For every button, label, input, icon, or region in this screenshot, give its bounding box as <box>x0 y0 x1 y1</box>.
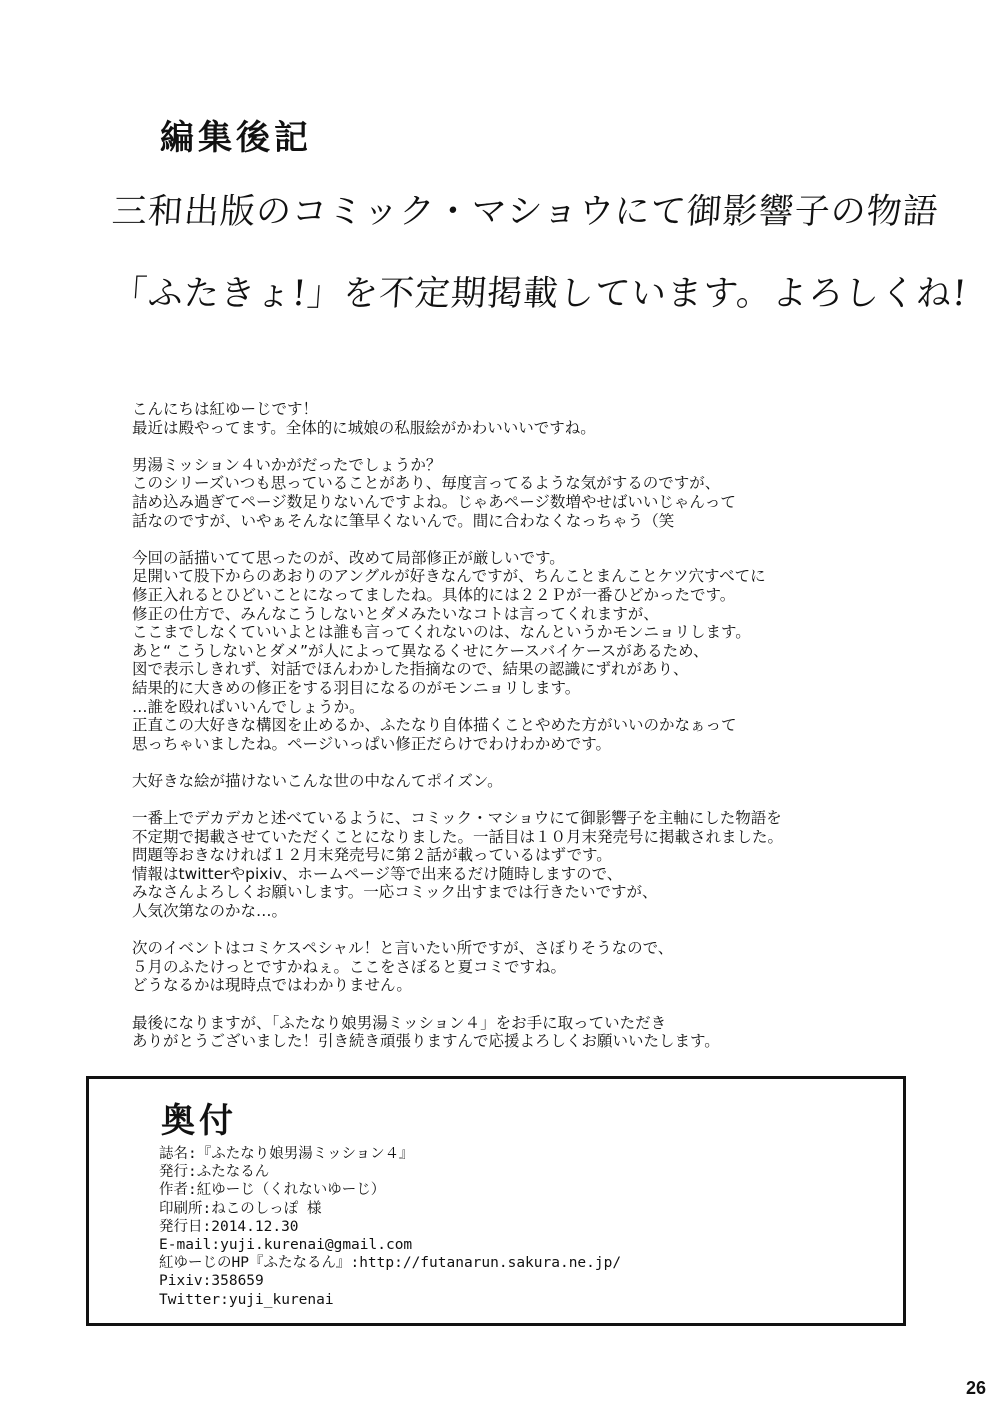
afterword-line: 正直この大好きな構図を止めるか、ふたなり自体描くことやめた方がいいのかなぁって <box>132 716 737 735</box>
afterword-line: 不定期で掲載させていただくことになりました。一話目は１０月末発売号に掲載されました。 <box>132 827 784 846</box>
afterword-line: ありがとうございました！引き続き頑張りますんで応援よろしくお願いいたします。 <box>132 1032 720 1051</box>
afterword-body <box>132 400 892 1069</box>
colophon-line: Pixiv:358659 <box>159 1273 264 1290</box>
afterword-line: 結果的に大きめの修正をする羽目になるのがモンニョリします。 <box>132 678 581 697</box>
afterword-line: 詰め込み過ぎてページ数足りないんですよね。じゃあページ数増やせばいいじゃんって <box>132 492 736 511</box>
afterword-line: こんにちは紅ゆーじです！ <box>132 400 319 418</box>
afterword-line: 人気次第なのかな…。 <box>132 902 288 921</box>
handwritten-announcement-line-2: 「ふたきょ!」を不定期掲載しています。よろしくね! <box>110 274 969 314</box>
page-number: 26 <box>965 1378 986 1398</box>
afterword-line: 次のイベントはコミケスペシャル！と言いたい所ですが、さぼりそうなので、 <box>132 939 674 958</box>
colophon-line: 作者:紅ゆーじ（くれないゆーじ） <box>159 1182 386 1199</box>
afterword-line: 最近は殿やってます。全体的に城娘の私服絵がかわいいいですね。 <box>132 418 596 437</box>
afterword-paragraph <box>132 939 892 995</box>
afterword-line: 男湯ミッション４いかがだったでしょうか？ <box>132 455 442 474</box>
afterword-line: ここまでしなくていいよとは誰も言ってくれないのは、なんというかモンニョリします。 <box>132 623 751 642</box>
colophon-box <box>86 1076 906 1326</box>
afterword-line: ５月のふたけっとですかねぇ。ここをさぼると夏コミですね。 <box>132 957 567 976</box>
afterword-line: みなさんよろしくお願いします。一応コミック出すまでは行きたいですが、 <box>132 883 658 902</box>
colophon-title: 奥付 <box>161 1101 237 1141</box>
afterword-line: どうなるかは現時点ではわかりません。 <box>132 976 412 995</box>
afterword-paragraph <box>132 400 892 437</box>
afterword-line: 修正の仕方で、みんなこうしないとダメみたいなコトは言ってくれますが、 <box>132 604 659 623</box>
afterword-line: 一番上でデカデカと述べているように、コミック・マショウにて御影響子を主軸にした物語を <box>132 809 782 828</box>
afterword-paragraph <box>132 549 892 754</box>
afterword-line: 図で表示しきれず、対話でほんわかした指摘なので、結果の認識にずれがあり、 <box>132 660 689 679</box>
colophon-line: 印刷所:ねこのしっぽ 様 <box>159 1200 322 1217</box>
colophon-line: 発行:ふたなるん <box>159 1164 270 1181</box>
colophon-line: Twitter:yuji_kurenai <box>159 1291 334 1308</box>
afterword-paragraph <box>132 809 892 921</box>
colophon-line: E-mail:yuji.kurenai@gmail.com <box>159 1237 413 1254</box>
handwritten-announcement-line-1: 三和出版のコミック・マショウにて御影響子の物語 <box>110 192 941 232</box>
afterword-line: 最後になりますが、「ふたなり娘男湯ミッション４」をお手に取っていただき <box>132 1013 667 1032</box>
afterword-line: 足開いて股下からのあおりのアングルが好きなんですが、ちんことまんことケツ穴すべてに <box>132 567 766 586</box>
afterword-paragraph <box>132 772 892 791</box>
colophon-details <box>159 1145 621 1309</box>
afterword-line: 話なのですが、いやぁそんなに筆早くないんで。間に合わなくなっちゃう（笑 <box>132 511 675 530</box>
colophon-line: 発行日:2014.12.30 <box>159 1218 299 1235</box>
afterword-paragraph <box>132 456 892 530</box>
afterword-line: あと“ こうしないとダメ”が人によって異なるくせにケースバイケースがあるため、 <box>132 641 709 660</box>
afterword-line: 修正入れるとひどいことになってましたね。具体的には２２Ｐが一番ひどかったです。 <box>132 585 736 604</box>
colophon-line: 紅ゆーじのHP『ふたなるん』:http://futanarun.sakura.ne.jp/ <box>159 1255 622 1272</box>
afterword-line: このシリーズいつも思っていることがあり、毎度言ってるような気がするのですが、 <box>132 474 721 493</box>
afterword-line: 今回の話描いてて思ったのが、改めて局部修正が厳しいです。 <box>132 548 565 567</box>
afterword-line: …誰を殴ればいいんでしょうか。 <box>132 697 365 716</box>
colophon-line: 誌名:『ふたなり娘男湯ミッション４』 <box>159 1146 414 1162</box>
afterword-line: 大好きな絵が描けないこんな世の中なんてポイズン。 <box>132 771 503 790</box>
afterword-line: 情報はtwitterやpixiv、ホームページ等で出来るだけ随時しますので、 <box>132 864 623 883</box>
afterword-line: 問題等おきなければ１２月末発売号に第２話が載っているはずです。 <box>132 846 612 865</box>
afterword-paragraph <box>132 1014 892 1051</box>
editor-note-heading: 編集後記 <box>160 118 312 158</box>
afterword-line: 思っちゃいましたね。ページいっぱい修正だらけでわけわかめです。 <box>132 734 611 753</box>
